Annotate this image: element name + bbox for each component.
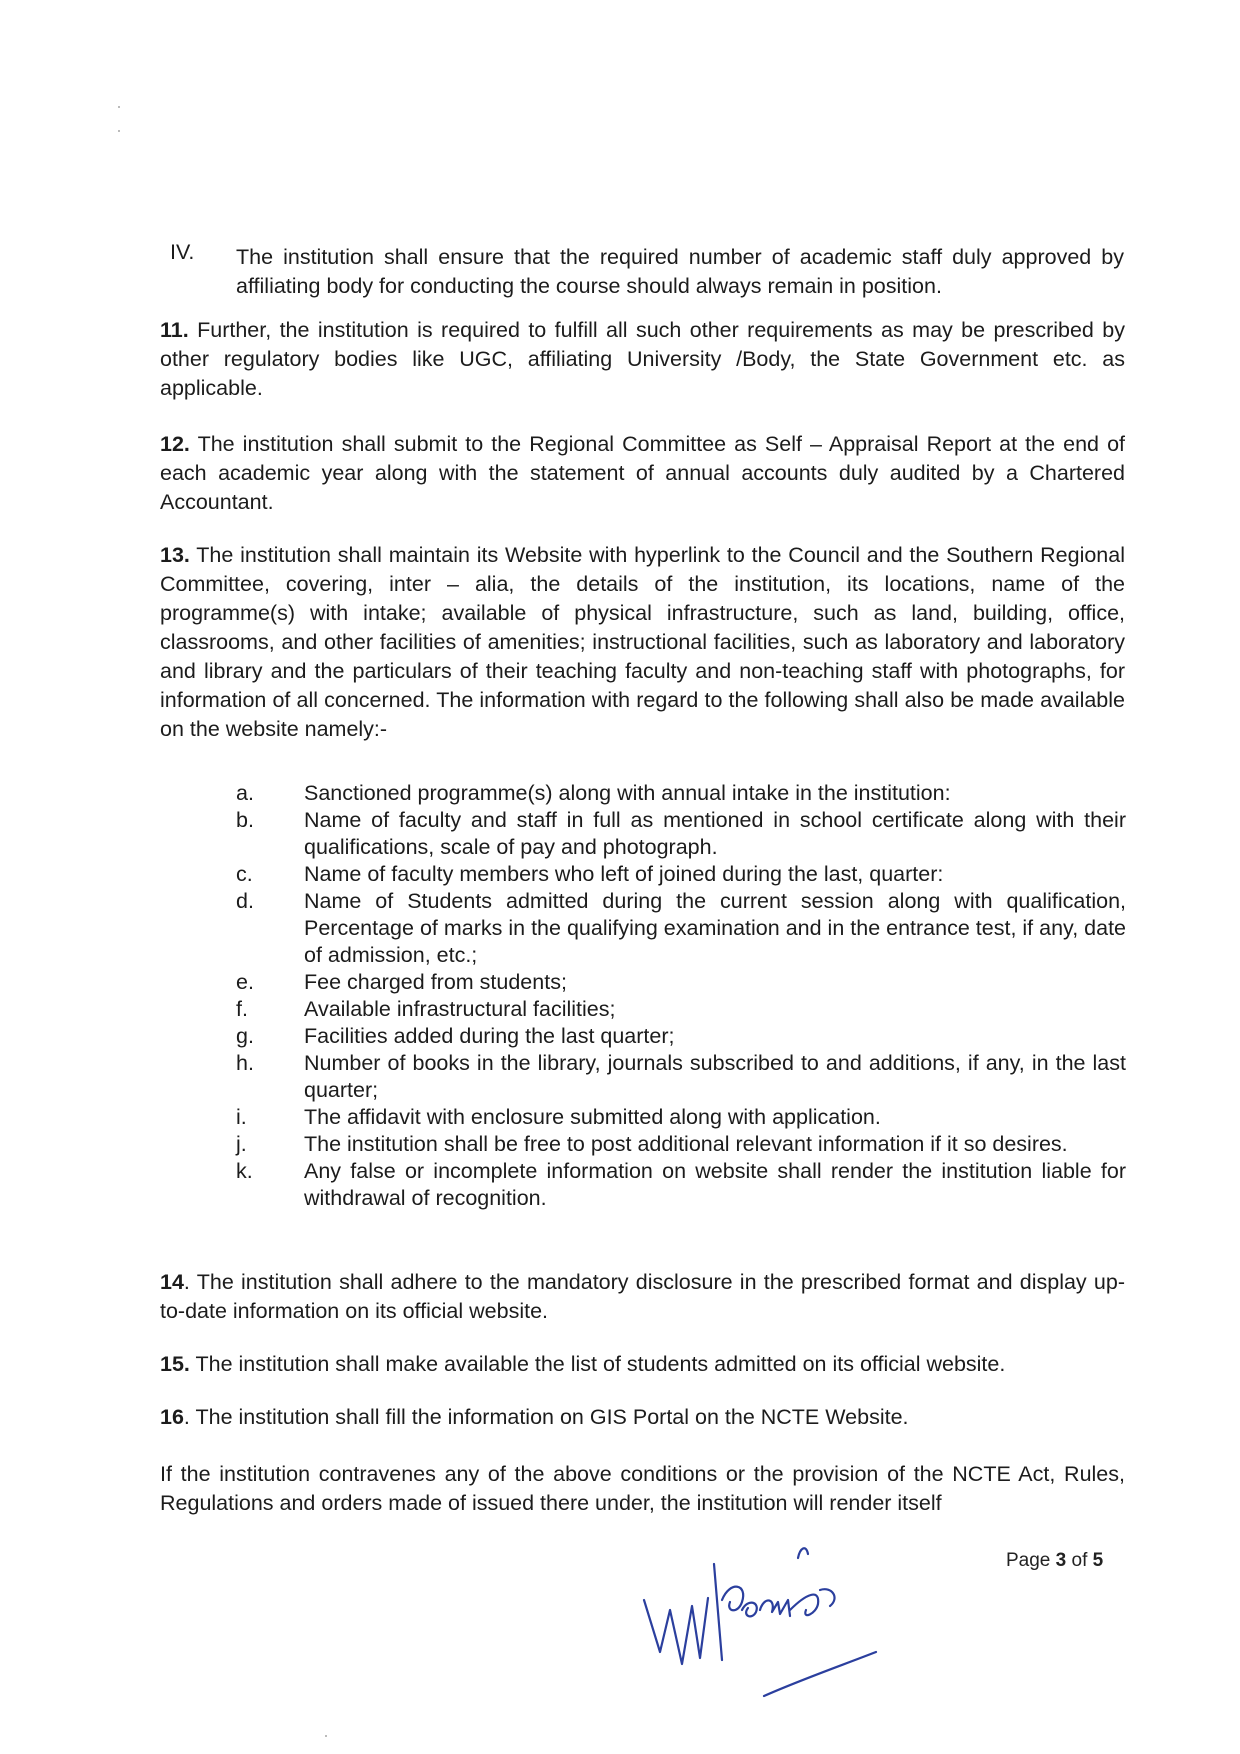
list-item-letter: b. (236, 808, 254, 832)
paragraph-13-text: The institution shall maintain its Website with hyperlink to the Council and the Southern Regional Committee, covering, inter – alia, the details of the institution, its locations, name of the programme(s) with intake; available of physical infrastructure, such as land, building, office, classrooms, and other facilities of amenities; instructional facilities, such as laboratory and laboratory and library and the particulars of their teaching faculty and non-teaching staff with photographs, for information of all concerned. The information with regard to the following shall also be made available on the website namely:- (160, 543, 1125, 741)
list-item-text: Sanctioned programme(s) along with annual intake in the institution: (304, 781, 951, 805)
paragraph-16 (160, 1403, 1125, 1432)
paragraph-14-number: 14 (160, 1270, 184, 1294)
scan-speck (325, 1735, 327, 1737)
list-item (236, 780, 1126, 807)
list-item-letter: a. (236, 781, 254, 805)
list-item-letter: c. (236, 862, 253, 886)
list-item-text: Name of faculty and staff in full as mentioned in school certificate along with their qualifications, scale of pay and photograph. (304, 808, 1126, 859)
paragraph-11 (160, 316, 1125, 403)
website-info-list (236, 780, 1126, 1212)
list-item-letter: e. (236, 970, 254, 994)
paragraph-11-number: 11. (160, 318, 189, 342)
item-iv-text: The institution shall ensure that the required number of academic staff duly approved by affiliating body for conducting the course should always remain in position. (236, 245, 1124, 298)
paragraph-15-number: 15. (160, 1352, 190, 1376)
list-item-text: The institution shall be free to post additional relevant information if it so desires. (304, 1132, 1068, 1156)
paragraph-14-text: . The institution shall adhere to the mandatory disclosure in the prescribed format and display up-to-date information on its official website. (160, 1270, 1125, 1323)
list-item (236, 1104, 1126, 1131)
list-item-letter: h. (236, 1051, 254, 1075)
list-item-letter: k. (236, 1159, 253, 1183)
list-item (236, 1050, 1126, 1104)
list-item-letter: j. (236, 1132, 247, 1156)
page-number-current: 3 (1055, 1550, 1067, 1571)
paragraph-13-number: 13. (160, 543, 190, 567)
list-item-letter: i. (236, 1105, 247, 1129)
scan-speck (118, 106, 120, 108)
paragraph-14 (160, 1268, 1125, 1326)
list-item (236, 888, 1126, 969)
list-item (236, 1158, 1126, 1212)
paragraph-15-text: The institution shall make available the list of students admitted on its official website. (189, 1352, 1006, 1376)
list-item-text: Fee charged from students; (304, 970, 567, 994)
page-number-middle: of (1066, 1550, 1093, 1571)
item-iv-marker: IV. (170, 240, 195, 264)
page-number-total: 5 (1092, 1550, 1104, 1571)
scan-speck (118, 130, 120, 132)
paragraph-12-number: 12. (160, 432, 190, 456)
signature (630, 1540, 890, 1700)
list-item (236, 807, 1126, 861)
closing-paragraph: If the institution contravenes any of the above conditions or the provision of the NCTE Act, Rules, Regulations and orders made of issued there under, the institution will render itself (160, 1462, 1125, 1515)
list-item-text: Number of books in the library, journals subscribed to and additions, if any, in the last quarter; (304, 1051, 1126, 1102)
paragraph-16-number: 16 (160, 1405, 184, 1429)
list-item (236, 996, 1126, 1023)
list-item-letter: f. (236, 997, 248, 1021)
list-item (236, 861, 1126, 888)
list-item (236, 1131, 1126, 1158)
paragraph-12-text: The institution shall submit to the Regional Committee as Self – Appraisal Report at the end of each academic year along with the statement of annual accounts duly audited by a Chartered Accountant. (160, 432, 1125, 514)
paragraph-12 (160, 430, 1125, 517)
list-item-text: Facilities added during the last quarter; (304, 1024, 675, 1048)
list-item (236, 969, 1126, 996)
list-item-text: Name of faculty members who left of joined during the last, quarter: (304, 862, 944, 886)
page-number-prefix: Page (1006, 1550, 1056, 1571)
list-item-text: The affidavit with enclosure submitted along with application. (304, 1105, 881, 1129)
list-item-letter: g. (236, 1024, 254, 1048)
page-number (1006, 1550, 1103, 1572)
list-item (236, 1023, 1126, 1050)
paragraph-15 (160, 1350, 1125, 1379)
list-item-letter: d. (236, 889, 254, 913)
paragraph-16-text: . The institution shall fill the information on GIS Portal on the NCTE Website. (183, 1405, 909, 1429)
list-item-text: Name of Students admitted during the current session along with qualification, Percentage of marks in the qualifying examination and in the entrance test, if any, date of admission, etc.; (304, 889, 1126, 967)
list-item-text: Any false or incomplete information on website shall render the institution liable for withdrawal of recognition. (304, 1159, 1126, 1210)
paragraph-11-text: Further, the institution is required to fulfill all such other requirements as may be prescribed by other regulatory bodies like UGC, affiliating University /Body, the State Government etc. as applicable. (160, 318, 1125, 400)
list-item-text: Available infrastructural facilities; (304, 997, 616, 1021)
paragraph-13 (160, 541, 1125, 744)
